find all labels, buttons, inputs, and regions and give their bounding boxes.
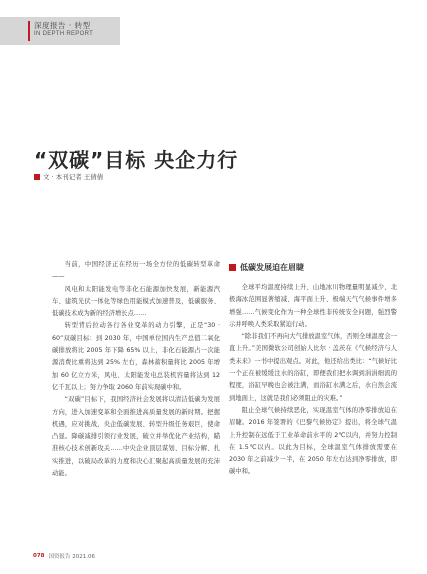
section-label-en: IN DEPTH REPORT bbox=[34, 31, 94, 37]
magazine-info: 国资报告 2021.06 bbox=[48, 554, 95, 560]
subheading-marker bbox=[229, 264, 236, 271]
subheading-text: 低碳发展迫在眉睫 bbox=[240, 263, 304, 272]
paragraph: 当前，中国经济正在经历一场全方位的低碳转型革命—— bbox=[52, 261, 220, 281]
paragraph: “双碳”目标下，我国经济社会发展将以清洁低碳为发展方向，进入加速变革和全面推进高质量发展的新时期。把握机遇，应对挑战，央企低碳发展、转型升级任务艰巨，使命凸显。降碳减排引领行业发展，破立并举优化产业结构，瞄准核心技术创新攻关……中央企业顶层谋划、目标分解、扎实推进，以破局改革的力度和决心汇聚起高质量发展的充沛动能。 bbox=[52, 396, 220, 478]
paragraph: 风电和太阳能发电等非化石能源加快发展，新能源汽车、建筑光伏一体化等绿色用能模式加速普及，低碳服务、低碳技术成为新的经济增长点…… bbox=[52, 285, 220, 318]
paragraph: 全球平均温度持续上升、山地冰川物理量明显减少、北极海冰范围显著缩减、海平面上升、极端天气气候事件增多增强……气候变化作为一种全球性非传统安全问题，强烈警示并呼唤人类采取紧迫行动。 bbox=[229, 284, 397, 328]
section-tag-bar bbox=[28, 21, 30, 41]
paragraph: 转型背后拉动各行各业变革的动力引擎，正是“30 · 60”双碳目标：到 2030 年，中国单位国内生产总值二氧化碳排放将比 2005 年下降 65% 以上，非化石能源占一次能源消费比重将达到 25% 左右，森林蓄积量将比 2005 年增加 60 亿立方米，风电、太阳能发电总装机容量将达到 12 亿千瓦以上；努力争取 2060 年前实现碳中和。 bbox=[52, 322, 220, 391]
byline-marker bbox=[34, 174, 40, 180]
article-title: “双碳”目标 央企力行 bbox=[34, 148, 239, 172]
page-footer bbox=[33, 552, 95, 560]
page-number: 078 bbox=[33, 553, 45, 559]
paragraph: “除非我们不再向大气排放温室气体，否则全球温度会一直上升。”美国微软公司创始人比尔 · 盖茨在《气候经济与人类未来》一书中提出观点。对此，他还给出类比：“气候好比一个正在被缓缓注水的浴缸，即便我们把水调到涓涓细流的程度，浴缸早晚也会被注满，而浴缸水满之后，水自然会流到地面上，这就是我们必须阻止的灾难。” bbox=[229, 333, 397, 402]
subheading bbox=[229, 262, 304, 273]
byline bbox=[34, 172, 103, 181]
paragraph: 阻止全球气候持续恶化，实现温室气体的净零排放迫在眉睫。2016 年签署的《巴黎气候协定》提出，将全球气温上升控制在远低于工业革命前水平的 2℃以内，并努力控制在 1.5℃以内。以此为目标，全球温室气体排放需要在 2030 年之前减少一半，在 2050 年左右达到净零排放，即碳中和。 bbox=[229, 406, 397, 476]
byline-text: 文 · 本刊记者 王倩倩 bbox=[43, 173, 104, 181]
section-tag bbox=[0, 17, 120, 45]
section-label: 深度报告 · 转型 bbox=[34, 21, 91, 30]
left-column bbox=[52, 259, 220, 480]
right-column bbox=[229, 282, 397, 479]
